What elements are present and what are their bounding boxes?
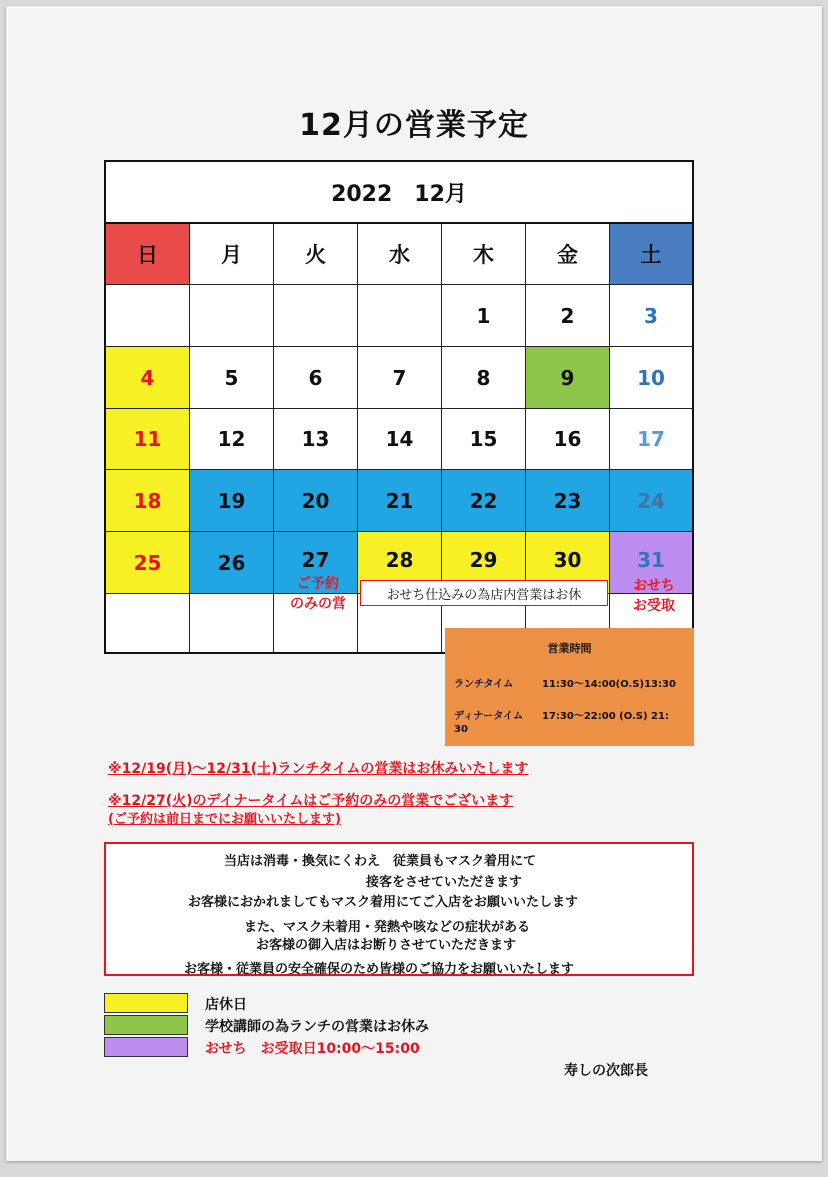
notice-line: お客様の御入店はお断りさせていただきます xyxy=(256,938,517,953)
day-5: 5 xyxy=(190,347,274,409)
dinner-reservation-note: ※12/27(火)のデイナータイムはご予約のみの営業でございます xyxy=(108,793,514,809)
day-15: 15 xyxy=(442,409,526,470)
legend-label-osechi: おせち お受取日10:00～15:00 xyxy=(205,1041,420,1057)
day-18: 18 xyxy=(106,470,190,532)
day-3: 3 xyxy=(610,285,692,347)
legend-swatch-closed xyxy=(104,993,188,1013)
weekday-sat: 土 xyxy=(610,224,692,285)
day-23: 23 xyxy=(526,470,610,532)
day-26: 26 xyxy=(190,532,274,594)
day-empty xyxy=(358,285,442,347)
notice-line: 接客をさせていただきます xyxy=(366,875,523,890)
notice-line: お客様におかれましてもマスク着用にてご入店をお願いいたします xyxy=(188,895,579,910)
business-hours-box xyxy=(445,628,694,746)
day-empty xyxy=(190,594,274,652)
dinner-label: ディナータイム xyxy=(454,711,523,722)
dinner-time: 17:30～22:00 (O.S) 21: xyxy=(542,711,669,722)
notice-line: 当店は消毒・換気にくわえ 従業員もマスク着用にて xyxy=(224,854,537,869)
shop-signature: 寿しの次郎長 xyxy=(564,1063,648,1079)
day-13: 13 xyxy=(274,409,358,470)
day-10: 10 xyxy=(610,347,692,409)
weekday-thu: 木 xyxy=(442,224,526,285)
day-7: 7 xyxy=(358,347,442,409)
day-24: 24 xyxy=(610,470,692,532)
day-11: 11 xyxy=(106,409,190,470)
day-27-note: ご予約 のみの営 xyxy=(290,576,346,612)
weekday-fri: 金 xyxy=(526,224,610,285)
weekday-wed: 水 xyxy=(358,224,442,285)
legend-swatch-lecture xyxy=(104,1015,188,1035)
day-6: 6 xyxy=(274,347,358,409)
weekday-tue: 火 xyxy=(274,224,358,285)
day-25: 25 xyxy=(106,532,190,594)
weekday-mon: 月 xyxy=(190,224,274,285)
legend-swatch-osechi xyxy=(104,1037,188,1057)
day-empty xyxy=(106,594,190,652)
lunch-label: ランチタイム xyxy=(454,679,514,690)
lunch-closed-note: ※12/19(月)～12/31(土)ランチタイムの営業はお休みいたします xyxy=(108,761,529,777)
day-8: 8 xyxy=(442,347,526,409)
safety-notice xyxy=(104,842,694,976)
page-title: 12月の営業予定 xyxy=(299,108,529,143)
lunch-time: 11:30～14:00(O.S)13:30 xyxy=(542,679,676,690)
day-19: 19 xyxy=(190,470,274,532)
dinner-time-continued: 30 xyxy=(454,724,468,735)
day-empty xyxy=(190,285,274,347)
day-12: 12 xyxy=(190,409,274,470)
notice-line: また、マスク未着用・発熱や咳などの症状がある xyxy=(244,920,531,935)
hours-title: 営業時間 xyxy=(547,642,592,655)
legend-label-closed: 店休日 xyxy=(205,997,247,1013)
day-30: 30 xyxy=(526,532,610,594)
day-29: 29 xyxy=(442,532,526,594)
day-empty xyxy=(106,285,190,347)
day-21: 21 xyxy=(358,470,442,532)
day-4: 4 xyxy=(106,347,190,409)
reservation-deadline-note: (ご予約は前日までにお願いいたします) xyxy=(108,812,341,827)
day-27: 27 xyxy=(274,532,358,594)
day-2: 2 xyxy=(526,285,610,347)
calendar-header: 2022 12月 xyxy=(106,162,692,224)
day-31-note: おせち お受取 xyxy=(633,578,675,614)
osechi-banner: おせち仕込みの為店内営業はお休 xyxy=(360,580,608,606)
day-20: 20 xyxy=(274,470,358,532)
day-1: 1 xyxy=(442,285,526,347)
day-14: 14 xyxy=(358,409,442,470)
day-9: 9 xyxy=(526,347,610,409)
day-22: 22 xyxy=(442,470,526,532)
day-16: 16 xyxy=(526,409,610,470)
weekday-sun: 日 xyxy=(106,224,190,285)
legend-label-lecture: 学校講師の為ランチの営業はお休み xyxy=(205,1019,429,1035)
day-17: 17 xyxy=(610,409,692,470)
day-28: 28 xyxy=(358,532,442,594)
day-empty xyxy=(274,285,358,347)
day-31: 31 xyxy=(610,532,692,594)
notice-line: お客様・従業員の安全確保のため皆様のご協力をお願いいたします xyxy=(184,962,575,977)
